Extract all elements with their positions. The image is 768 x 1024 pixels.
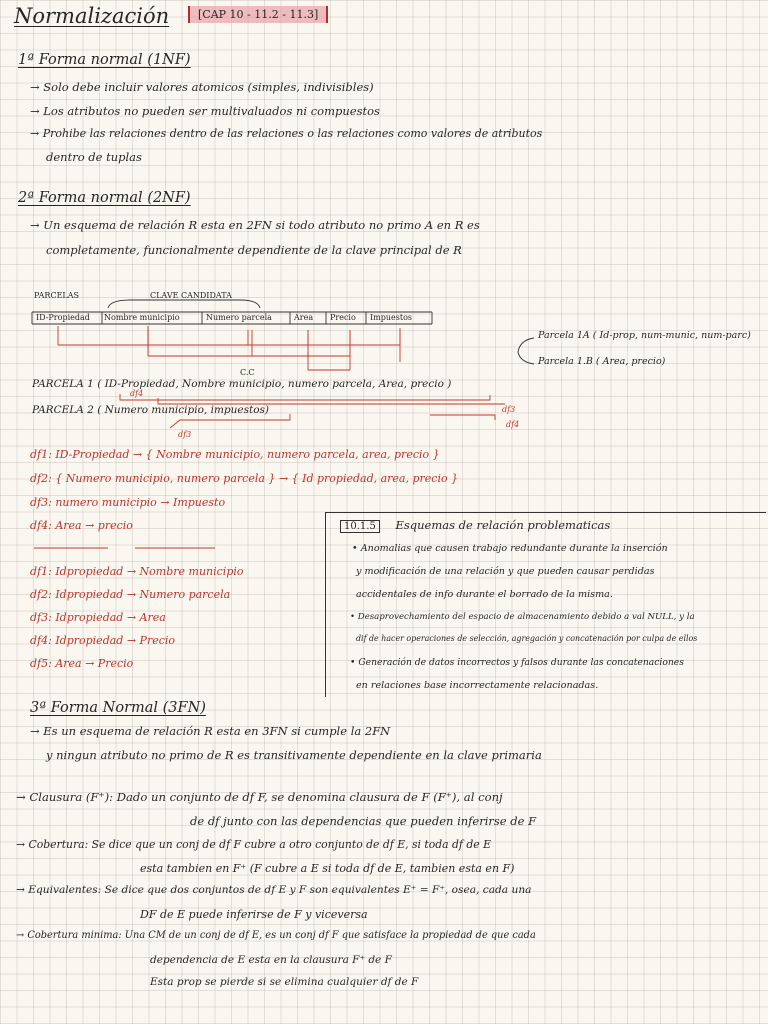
nf2-line: completamente, funcionalmente dependiente de la clave principal de R [46, 243, 462, 257]
cc-label: C.C [240, 368, 255, 377]
dependency-detail: df3: Idpropiedad → Area [30, 611, 166, 624]
nf1-bullet: dentro de tuplas [46, 150, 142, 164]
problematic-schemas-box [325, 512, 766, 697]
box-line: en relaciones base incorrectamente relacionadas. [356, 680, 599, 691]
side-note: Parcela 1A ( Id-prop, num-munic, num-parc) [538, 330, 751, 341]
cobertura-minima-definition-cont: Esta prop se pierde si se elimina cualquier df de F [150, 976, 419, 988]
side-note: Parcela 1.B ( Area, precio) [538, 356, 666, 367]
dependency-detail: df2: Idpropiedad → Numero parcela [30, 588, 231, 601]
nf2-line: → Un esquema de relación R esta en 2FN si todo atributo no primo A en R es [30, 218, 480, 232]
chapter-reference: [CAP 10 - 11.2 - 11.3] [188, 6, 328, 23]
box-line: • Desaprovechamiento del espacio de almacenamiento debido a val NULL, y la [350, 612, 695, 622]
dependency-item: df3: numero municipio → Impuesto [30, 496, 226, 509]
parcela2-schema: PARCELA 2 ( Numero municipio, impuestos) [32, 404, 270, 416]
dependency-item: df2: { Numero municipio, numero parcela } → { Id propiedad, area, precio } [30, 472, 459, 485]
nf3-line: y ningun atributo no primo de R es transitivamente dependiente en la clave primaria [46, 748, 542, 762]
nf1-bullet: → Los atributos no pueden ser multivaluados ni compuestos [30, 104, 380, 118]
dependency-detail: df1: Idpropiedad → Nombre municipio [30, 565, 244, 578]
parcela1-schema: PARCELA 1 ( ID-Propiedad, Nombre municipio, numero parcela, Area, precio ) [32, 378, 452, 390]
equivalentes-definition-cont: DF de E puede inferirse de F y viceversa [140, 908, 368, 921]
nf1-bullet: → Prohibe las relaciones dentro de las relaciones o las relaciones como valores de atributos [30, 127, 543, 140]
parcelas-label: PARCELAS [34, 291, 79, 300]
box-header [340, 518, 610, 532]
cobertura-minima-definition-cont: dependencia de E esta en la clausura F⁺ de F [150, 954, 392, 966]
dependency-item: df1: ID-Propiedad → { Nombre municipio, numero parcela, area, precio } [30, 448, 440, 461]
box-line: • Anomalias que causen trabajo redundante durante la inserción [352, 543, 668, 554]
candidate-key-label: CLAVE CANDIDATA [150, 291, 232, 300]
nf1-bullet: → Solo debe incluir valores atomicos (simples, indivisibles) [30, 80, 374, 94]
nf3-line: → Es un esquema de relación R esta en 3FN si cumple la 2FN [30, 724, 391, 738]
col-impuestos: Impuestos [370, 313, 412, 322]
box-tag: 10.1.5 [340, 520, 380, 533]
df-mark: df4 [130, 389, 144, 398]
cobertura-definition-cont: esta tambien en F⁺ (F cubre a E si toda df de E, tambien esta en F) [140, 862, 515, 875]
col-area: Area [294, 313, 314, 322]
dependency-item: df4: Area → precio [30, 519, 133, 532]
box-title: Esquemas de relación problematicas [395, 518, 611, 532]
cobertura-definition: → Cobertura: Se dice que un conj de df F cubre a otro conjunto de df E, si toda df de E [16, 838, 491, 851]
clausura-definition-cont: de df junto con las dependencias que pueden inferirse de F [190, 814, 537, 828]
nf1-heading: 1ª Forma normal (1NF) [18, 52, 191, 68]
cobertura-minima-definition: → Cobertura minima: Una CM de un conj de df E, es un conj df F que satisface la propiedad de que cada [16, 930, 536, 941]
box-line: • Generación de datos incorrectos y falsos durante las concatenaciones [350, 657, 684, 668]
clausura-definition: → Clausura (F⁺): Dado un conjunto de df F, se denomina clausura de F (F⁺), al conj [16, 790, 503, 804]
page-title: Normalización [14, 4, 170, 28]
col-nombre-municipio: Nombre municipio [104, 313, 180, 322]
df-mark: df3 [502, 405, 516, 414]
dependency-detail: df5: Area → Precio [30, 657, 134, 670]
dependency-detail: df4: Idpropiedad → Precio [30, 634, 176, 647]
col-numero-parcela: Numero parcela [206, 313, 272, 322]
box-line: dif de hacer operaciones de selección, agregación y concatenación por culpa de ellos [356, 634, 698, 643]
col-id-propiedad: ID-Propiedad [36, 313, 90, 322]
box-line: y modificación de una relación y que pueden causar perdidas [356, 566, 655, 577]
nf3-heading: 3ª Forma Normal (3FN) [30, 700, 206, 716]
nf2-heading: 2ª Forma normal (2NF) [18, 190, 191, 206]
df-mark: df3 [178, 430, 192, 439]
equivalentes-definition: → Equivalentes: Se dice que dos conjuntos de df E y F son equivalentes E⁺ = F⁺, osea, cada una [16, 884, 532, 896]
df-mark: df4 [506, 420, 520, 429]
box-line: accidentales de info durante el borrado de la misma. [356, 589, 613, 600]
col-precio: Precio [330, 313, 356, 322]
